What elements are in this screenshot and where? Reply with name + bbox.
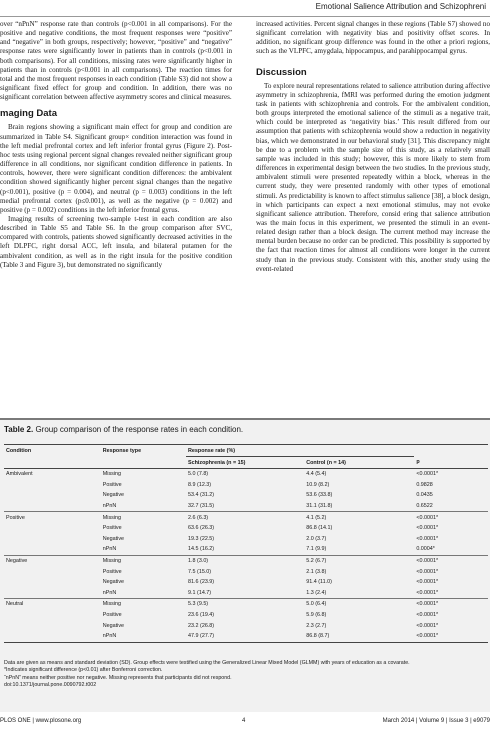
cell-p-value: <0.0001*	[416, 579, 439, 586]
cell-response-type: Negative	[102, 579, 125, 586]
table-row	[4, 523, 488, 534]
cell-condition	[4, 588, 101, 599]
table-caption	[4, 425, 490, 434]
table-doi: doi:10.1371/journal.pone.0090792.t002	[4, 682, 97, 689]
cell-control: 1.3 (2.4)	[306, 589, 327, 596]
cell-response-type: Positive	[102, 612, 122, 619]
cell-schizophrenia: 8.9 (12.3)	[188, 481, 212, 488]
cell-p-value: <0.0001*	[416, 535, 439, 542]
body-paragraph: increased activities. Percent signal changes in these regions (Table S7) showed no significant correlation with negativity bias and positivity offset scores. In addition, no significant group difference was found in the other a priori regions, such as the VLPFC, amygdala, hippocampus, and parahippocampal gyrus.	[256, 20, 490, 56]
running-head	[0, 0, 490, 17]
left-column	[0, 20, 232, 270]
table-row	[4, 512, 488, 523]
cell-p-value: <0.0001*	[416, 525, 439, 532]
cell-control: 5.2 (6.7)	[304, 555, 414, 566]
cell-condition	[4, 620, 101, 631]
cell-p-value: <0.0001*	[414, 631, 488, 642]
column-header-schizophrenia: Schizophrenia (n = 15)	[186, 457, 304, 469]
cell-p-value: 0.0435	[416, 492, 433, 499]
cell-response-type: Missing	[102, 471, 122, 478]
cell-schizophrenia: 14.5 (16.2)	[188, 546, 215, 553]
footer-page-number: 4	[242, 718, 246, 724]
cell-condition	[4, 534, 101, 545]
table-note: “nPnN” means neither positive nor negative. Missing represents that participants did not respond.	[4, 674, 232, 681]
cell-control: 2.3 (2.7)	[306, 622, 327, 629]
table-notes	[4, 660, 488, 690]
table-row	[4, 610, 488, 621]
cell-response-type: Positive	[102, 568, 122, 575]
cell-schizophrenia: 63.6 (26.3)	[188, 525, 215, 532]
cell-schizophrenia: 19.3 (22.5)	[188, 535, 215, 542]
cell-schizophrenia: 1.8 (3.0)	[186, 555, 304, 566]
running-head-title: Emotional Salience Attribution and Schizophreni	[315, 2, 486, 11]
cell-p-value: <0.0001*	[416, 612, 439, 619]
footer-journal: PLOS ONE | www.plosone.org	[0, 718, 82, 724]
table-row	[4, 490, 488, 501]
table-note: Data are given as means and standard deviation (SD). Group effects were testified using the Generalized Linear Mixed Model (GLMM) with years of education as a covarate.	[4, 660, 410, 666]
cell-response-type: nPnN	[102, 503, 117, 510]
cell-p-value: <0.0001*	[414, 599, 488, 610]
cell-response-type: nPnN	[102, 546, 117, 553]
cell-control: 4.1 (5.2)	[304, 512, 414, 523]
table-label: Table 2.	[4, 425, 34, 434]
cell-p-value: <0.0001*	[416, 568, 439, 575]
footer-issue: March 2014 | Volume 9 | Issue 3 | e9079	[382, 718, 490, 724]
cell-control: 10.9 (8.2)	[306, 481, 330, 488]
cell-schizophrenia: 23.2 (26.8)	[188, 622, 215, 629]
cell-p-value: <0.0001*	[416, 622, 439, 629]
cell-response-type: Negative	[102, 492, 125, 499]
cell-schizophrenia: 81.6 (23.9)	[188, 579, 215, 586]
cell-p-value: 0.6522	[416, 503, 433, 510]
cell-control: 91.4 (11.0)	[306, 579, 332, 586]
cell-control: 86.8 (14.1)	[306, 525, 333, 532]
cell-schizophrenia: 2.6 (6.3)	[186, 512, 304, 523]
cell-condition	[4, 577, 101, 588]
body-paragraph: over “nPnN” response rate than controls (p<0.001 in all comparisons). For the positive and negative conditions, the most frequent responses were “positive” and “negative” in both groups, respectively; however, “positive” and “negative” response rates were significantly lower in patients than in controls (p<0.001 in both comparisons). For all conditions, missing rates were significantly higher in patients than in controls (p<0.001 in all comparisons). The reaction times for total and the most frequent responses in each condition (Table S3) did not show a significant fixed effect for group and condition. In addition, there was no significant correlation between affective asymmetry scores and clinical measures.	[0, 20, 232, 102]
cell-control: 4.4 (5.4)	[306, 471, 327, 478]
cell-p-value: <0.0001*	[416, 589, 439, 596]
section-heading-discussion: Discussion	[256, 66, 307, 78]
page-footer	[0, 716, 490, 730]
table-row	[4, 555, 488, 566]
cell-schizophrenia: 53.4 (31.2)	[188, 492, 215, 499]
section-heading-imaging-data: maging Data	[0, 108, 58, 120]
cell-schizophrenia: 7.5 (15.0)	[188, 568, 212, 575]
table-row	[4, 469, 488, 480]
cell-condition	[4, 501, 101, 512]
cell-condition	[4, 480, 101, 491]
cell-schizophrenia: 23.6 (19.4)	[188, 612, 215, 619]
table-row	[4, 501, 488, 512]
cell-condition	[4, 631, 101, 642]
body-paragraph: To explore neural representations related to salience attribution during affective asymmetry in schizophrenia, fMRI was performed during the emotion judgment task in patients with schizophrenia and controls. For the ambivalent condition, both groups interpreted the emotional salience of the stimuli as a negative trait, which could be interpreted as ‘negativity bias.’ This result differed from our assumption that patients with schizophrenia would show a reduction in negativity bias, which we demonstrated in our behavioral study [31]. This discrepancy might be due to a problem with the sample size of this study, as a relatively small sample was included in this study; however, this is more likely to stem from differences in experimental design between the two studies. In the previous study, ambivalent stimuli were presented repeatedly within a block, whereas in the current study, they were presented randomly with other types of emotional stimuli. As predictability is known to affect stimulus salience [38], a block design, in which participants can expect a next emotional stimulus, may not evoke significant salience attribution. Therefore, consid ering that salience attribution was the main focus in this experiment, we presented the stimuli in an event-related design rather than a block design. The current method may increase the mental burden because no order can be predicted. This possibility is supported by the fact that reaction times for almost all conditions were longer in the current study than in the previous study. Consistent with this, another study using the event-related	[256, 81, 490, 273]
cell-condition	[4, 610, 101, 621]
column-header-p: p	[414, 457, 488, 469]
cell-control: 2.1 (3.8)	[306, 568, 327, 575]
cell-control: 7.1 (9.9)	[306, 546, 327, 553]
table-row	[4, 599, 488, 610]
cell-p-value: <0.0001*	[414, 555, 488, 566]
cell-control: 5.0 (6.4)	[304, 599, 414, 610]
cell-schizophrenia: 5.0 (7.8)	[188, 471, 209, 478]
cell-p-value: <0.0001*	[414, 512, 488, 523]
cell-response-type: nPnN	[102, 589, 117, 596]
cell-condition: Negative	[4, 555, 101, 566]
column-header-response-type: Response type	[101, 445, 186, 457]
body-paragraph: Imaging results of screening two-sample t-test in each condition are also described in Table S5 and Table S6. In the group comparison after SVC, compared with controls, patients showed significantly decreased activities in the left DLPFC, right dorsal ACC, left insula, and bilateral putamen for the ambivalent condition, as well as in the right insula for the positive condition (Table 3 and Figure 3), but demonstrated no significantly	[0, 214, 232, 269]
cell-schizophrenia: 5.3 (9.5)	[186, 599, 304, 610]
cell-p-value: <0.0001*	[416, 471, 439, 478]
cell-control: 53.6 (33.8)	[306, 492, 333, 499]
table-row	[4, 480, 488, 491]
table-row	[4, 577, 488, 588]
cell-condition: Neutral	[4, 599, 101, 610]
right-column	[256, 20, 490, 274]
cell-condition	[4, 544, 101, 555]
body-paragraph: Brain regions showing a significant main effect for group and condition are summarized in Table S4. Significant group× condition interaction was found in the left medial prefrontal cortex and left inferior frontal gyrus (Figure 2). Post-hoc tests using regional percent signal changes revealed neither significant group difference in all conditions, nor significant condition difference in patients. In controls, however, there were significant condition differences: the ambivalent condition showed significantly higher percent signal changes than the negative (p<0.001), positive (p = 0.004), and neutral (p = 0.003) conditions in the left medial prefrontal cortex (p≤0.001), as well as the negative (p = 0.002) and positive (p = 0.002) conditions in the left inferior frontal gyrus.	[0, 123, 232, 214]
table-2-block	[0, 418, 490, 712]
table-title: Group comparison of the response rates in each condition.	[35, 425, 244, 434]
cell-condition: Positive	[4, 512, 101, 523]
table-row	[4, 631, 488, 642]
column-header-response-rate: Response rate (%)	[186, 445, 414, 457]
cell-response-type: Positive	[102, 481, 122, 488]
cell-response-type: Negative	[102, 622, 125, 629]
column-header-condition: Condition	[4, 445, 101, 457]
cell-control: 5.9 (6.8)	[306, 612, 327, 619]
cell-response-type: Missing	[101, 599, 186, 610]
table-row	[4, 544, 488, 555]
table-row	[4, 534, 488, 545]
cell-condition: Ambivalent	[6, 471, 33, 478]
response-rate-table	[4, 444, 488, 643]
table-note: *Indicates significant difference (p<0.01) after Bonferroni correction.	[4, 667, 163, 674]
cell-condition	[4, 523, 101, 534]
cell-p-value: 0.0004*	[416, 546, 435, 553]
cell-schizophrenia: 47.9 (27.7)	[186, 631, 304, 642]
column-header-control: Control (n = 14)	[304, 457, 414, 469]
cell-response-type: nPnN	[101, 631, 186, 642]
cell-response-type: Positive	[102, 525, 122, 532]
cell-response-type: Missing	[101, 555, 186, 566]
cell-condition	[4, 490, 101, 501]
cell-control: 2.0 (3.7)	[306, 535, 327, 542]
cell-schizophrenia: 9.1 (14.7)	[188, 589, 212, 596]
cell-response-type: Negative	[102, 535, 125, 542]
table-body	[4, 469, 488, 643]
cell-p-value: 0.9828	[416, 481, 433, 488]
cell-schizophrenia: 32.7 (31.5)	[188, 503, 215, 510]
cell-condition	[4, 566, 101, 577]
cell-control: 31.1 (31.8)	[306, 503, 333, 510]
cell-control: 86.8 (8.7)	[304, 631, 414, 642]
table-row	[4, 588, 488, 599]
table-row	[4, 566, 488, 577]
table-row	[4, 620, 488, 631]
cell-response-type: Missing	[101, 512, 186, 523]
